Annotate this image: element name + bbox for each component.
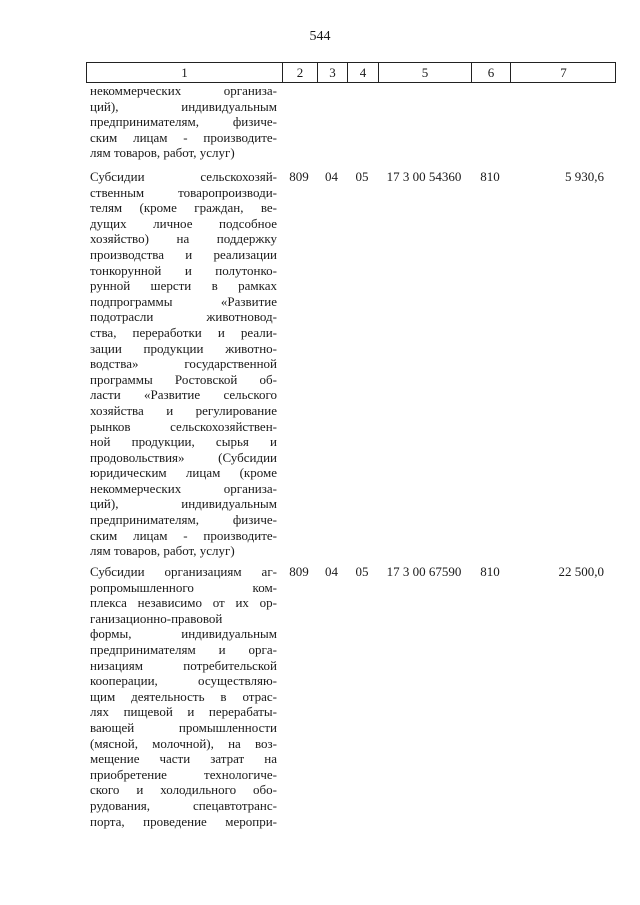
header-col-7: 7	[510, 63, 616, 82]
row-2-line: Субсидии организациям аг-	[90, 564, 277, 579]
row-2-col-2: 809	[289, 564, 309, 579]
row-2-line: кооперации, осуществляю-	[90, 673, 277, 689]
row-1-line: ций), индивидуальным	[90, 496, 277, 512]
row-1-line: Субсидии сельскохозяй-	[90, 169, 277, 184]
row-2-line: ганизационно-правовой	[90, 610, 223, 626]
row-2-line: формы, индивидуальным	[90, 626, 277, 642]
header-col-4: 4	[347, 63, 378, 82]
header-col-6: 6	[471, 63, 510, 82]
row-1-line: ским лицам - производите-	[90, 527, 277, 543]
row-1-col-7: 5 930,6	[565, 169, 604, 184]
row-2-line: ского и холодильного обо-	[90, 782, 277, 798]
row-2-line: (мясной, молочной), на воз-	[90, 735, 277, 751]
row-1-line: продовольствия» (Субсидии	[90, 449, 277, 465]
table-header	[86, 62, 616, 83]
row-2-line: щим деятельность в отрас-	[90, 688, 277, 704]
row-1-line: ственным товаропроизводи-	[90, 184, 277, 200]
row-1-line: зации продукции животно-	[90, 340, 277, 356]
header-col-1: 1	[181, 65, 188, 80]
row-2-line: плекса независимо от их ор-	[90, 595, 277, 611]
row-1-col-5: 17 3 00 54360	[386, 169, 462, 184]
header-col-3: 3	[317, 63, 347, 82]
row-2-col-4: 05	[355, 564, 369, 579]
row-1-line: тонкорунной и полутонко-	[90, 262, 277, 278]
row-1-line: ства, переработки и реали-	[90, 324, 277, 340]
row-1-line: телям (кроме граждан, ве-	[90, 200, 277, 216]
row-2-line: лях пищевой и перерабаты-	[90, 704, 277, 720]
row-1-line: водства» государственной	[90, 356, 277, 372]
row-2-line: приобретение технологиче-	[90, 766, 277, 782]
row-0-line: некоммерческих организа-	[90, 83, 277, 98]
row-2-line: мещение части затрат на	[90, 751, 277, 767]
row-1-line: хозяйства и регулирование	[90, 402, 277, 418]
row-2-col-6: 810	[480, 564, 500, 579]
row-1-line: дущих личное подсобное	[90, 215, 277, 231]
row-1-col-3: 04	[325, 169, 338, 184]
row-1-line: ласти «Развитие сельского	[90, 387, 277, 403]
row-2-col-7: 22 500,0	[558, 564, 604, 579]
page-number: 544	[309, 29, 331, 44]
row-2-col-3: 04	[325, 564, 338, 579]
header-col-2: 2	[282, 63, 317, 82]
row-1-line: программы Ростовской об-	[90, 371, 277, 387]
row-0-line: предпринимателям, физиче-	[90, 114, 277, 130]
header-col-5: 5	[378, 63, 471, 82]
row-1-col-2: 809	[289, 169, 309, 184]
row-1-col-6: 810	[480, 169, 500, 184]
row-1-line: хозяйство) на поддержку	[90, 231, 277, 247]
row-1-line: подотрасли животновод-	[90, 309, 277, 325]
row-2-description	[90, 564, 277, 829]
row-1-line: юридическим лицам (кроме	[90, 465, 277, 481]
row-2-line: рудования, спецавтотранс-	[90, 797, 277, 813]
row-1-line: ной продукции, сырья и	[90, 434, 277, 450]
row-1-line: производства и реализации	[90, 246, 277, 262]
row-0-line: ций), индивидуальным	[90, 98, 277, 114]
row-2-line: предпринимателям и орга-	[90, 641, 277, 657]
row-1-col-4: 05	[355, 169, 369, 184]
row-1-line: рунной шерсти в рамках	[90, 278, 277, 294]
row-1-line: рынков сельскохозяйствен-	[90, 418, 277, 434]
row-2-line: порта, проведение меропри-	[90, 813, 277, 829]
row-1-line: предпринимателям, физиче-	[90, 512, 277, 528]
row-0-description	[90, 83, 277, 161]
row-0-line: лям товаров, работ, услуг)	[90, 145, 235, 161]
row-1-line: подпрограммы «Развитие	[90, 293, 277, 309]
row-1-line: лям товаров, работ, услуг)	[90, 543, 235, 559]
row-2-col-5: 17 3 00 67590	[386, 564, 462, 579]
row-2-line: низациям потребительской	[90, 657, 277, 673]
row-0-line: ским лицам - производите-	[90, 129, 277, 145]
row-2-line: вающей промышленности	[90, 719, 277, 735]
row-1-description	[90, 169, 277, 559]
row-1-line: некоммерческих организа-	[90, 480, 277, 496]
row-2-line: ропромышленного ком-	[90, 579, 277, 595]
